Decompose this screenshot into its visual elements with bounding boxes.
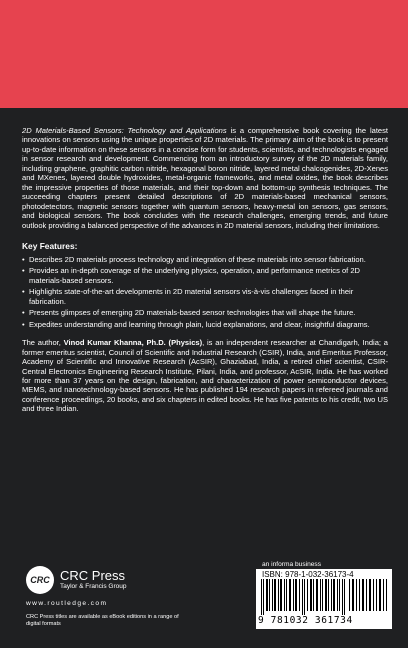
key-feature-text: Describes 2D materials process technology and integration of these materials into sensor fabrication. <box>29 254 366 264</box>
description-text: is a comprehensive book covering the latest innovations on sensors using the unique properties of 2D materials. The primary aim of the book is to present up-to-date information on these sensors in a concise form for students, scientists, and technologists engaged in sensor research and development. Commencing from an introductory survey of the 2D materials family, including graphene, graphitic carbon nitride, hexagonal boron nitride, layered metal chalcogenides, 2D-Xenes and MXenes, layered double hydroxides, metal-organic frameworks, and metal oxides, the book describes the impressive properties of those materials, and their top-down and bottom-up synthesis techniques. The succeeding chapters present detailed descriptions of 2D materials-based mechanical sensors, photodetectors, magnetic sensors together with quantum sensors, heavy-metal ion sensors, gas sensors, and biological sensors. The book concludes with the research challenges, emerging trends, and future outlook providing a balanced perspective of the advances in 2D material sensors, including their limitations. <box>22 126 388 230</box>
bullet-icon: • <box>22 254 25 264</box>
price-barcode-icon <box>348 579 388 611</box>
key-feature-item <box>22 320 388 329</box>
isbn-text: ISBN: 978-1-032-36173-4 <box>262 570 354 579</box>
author-bio <box>22 338 388 414</box>
crc-logo-icon: CRC <box>26 566 54 594</box>
barcode-digits: 9 781032 361734 <box>258 615 353 626</box>
bullet-icon: • <box>22 319 25 329</box>
ebook-note: CRC Press titles are available as eBook editions in a range of digital formats <box>26 614 179 627</box>
bullet-icon: • <box>22 287 25 297</box>
key-feature-text: Expedites understanding and learning through plain, lucid explanations, and clear, insightful diagrams. <box>29 319 370 329</box>
author-name: Vinod Kumar Khanna, Ph.D. (Physics) <box>63 338 203 348</box>
isbn-barcode-icon <box>260 579 346 615</box>
key-feature-item <box>22 308 388 317</box>
publisher-group: Taylor & Francis Group <box>60 583 127 590</box>
publisher-name: CRC Press <box>60 568 126 583</box>
book-title: 2D Materials-Based Sensors: Technology and Applications <box>22 126 227 135</box>
key-feature-text: Presents glimpses of emerging 2D materials-based sensor technologies that will shape the future. <box>29 308 356 318</box>
barcode-panel <box>256 569 392 629</box>
publisher-website: www.routledge.com <box>26 600 108 607</box>
top-color-band <box>0 0 408 108</box>
back-cover-text <box>22 126 388 414</box>
author-text: , is an independent researcher at Chandigarh, India; a former emeritus scientist, Council of Scientific and Industrial Research (CSIR), India, and Emeritus Professor, Academy of Scientific and Innovative Research (AcSIR), Ghaziabad, India, a retired chief scientist, CSIR-Central Electronics Engineering Research Institute, Pilani, India, and professor, AcSIR, India. He has worked for more than 37 years on the design, fabrication, and characterization of power semiconductor devices, MEMS, and nanotechnology-based sensors. He has published 194 research papers in refereed journals and conference proceedings, 20 books, and six chapters in edited books. He has five patents to his credit, two US and three Indian. <box>22 338 388 414</box>
author-prefix: The author, <box>22 338 64 348</box>
key-feature-item <box>22 255 388 264</box>
book-description <box>22 126 388 230</box>
bullet-icon: • <box>22 308 25 318</box>
key-features-heading: Key Features: <box>22 240 78 251</box>
key-features-list <box>22 255 388 329</box>
key-feature-item <box>22 266 388 285</box>
key-feature-text: Provides an in-depth coverage of the underlying physics, operation, and performance metrics of 2D materials-based sensors. <box>29 266 360 285</box>
informa-business-label: an informa business <box>262 561 322 568</box>
key-feature-text: Highlights state-of-the-art developments in 2D material sensors vis-à-vis challenges faced in their fabrication. <box>29 287 354 306</box>
crc-press-logo <box>26 566 146 596</box>
bullet-icon: • <box>22 266 25 276</box>
key-feature-item <box>22 287 388 306</box>
